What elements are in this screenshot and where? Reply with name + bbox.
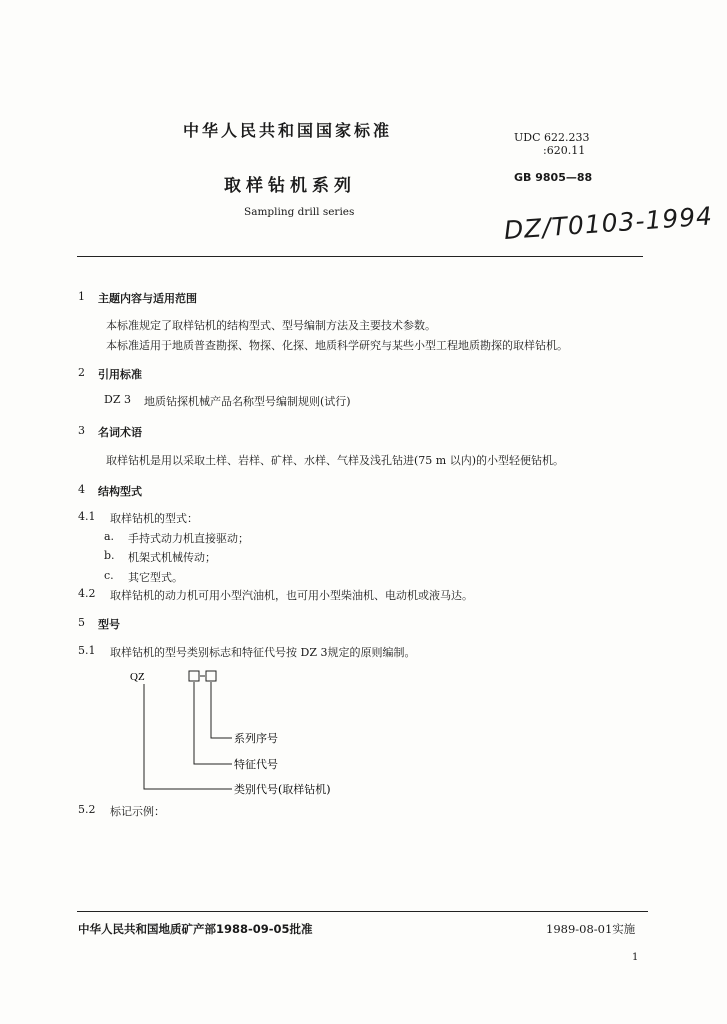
section-1-paragraph-1: 本标准规定了取样钻机的结构型式、型号编制方法及主要技术参数。 [106,319,436,332]
clause-4-2-number: 4.2 [78,587,96,600]
section-3-title: 名词术语 [98,426,142,439]
section-4-title: 结构型式 [98,485,142,498]
section-2-number: 2 [78,366,85,379]
document-title-english: Sampling drill series [244,206,355,218]
section-1-paragraph-2: 本标准适用于地质普查勘探、物探、化探、地质科学研究与某些小型工程地质勘探的取样钻机。 [106,339,568,352]
clause-4-1-text: 取样钻机的型式： [110,512,198,525]
page-number: 1 [632,952,639,963]
section-5-number: 5 [78,616,85,629]
effective-date: 1989-08-01实施 [546,922,636,936]
clause-5-2-text: 标记示例： [110,805,165,818]
list-item-a-text: 手持式动力机直接驱动； [128,532,249,545]
list-item-b-text: 机架式机械传动； [128,551,216,564]
section-4-number: 4 [78,483,85,496]
udc-code-line2: :620.11 [543,144,586,157]
diagram-prefix: QZ [130,671,145,683]
section-1-title: 主题内容与适用范围 [98,292,197,305]
section-3-number: 3 [78,424,85,437]
handwritten-standard-code: DZ/T0103-1994 [502,201,714,245]
diagram-feature-box [189,671,199,681]
reference-code: DZ 3 [104,393,131,406]
diagram-category-leader [144,684,232,789]
model-code-diagram [120,668,380,808]
list-item-c-text: 其它型式。 [128,571,183,584]
list-item-c-label: c. [104,569,114,582]
clause-4-1-number: 4.1 [78,510,96,523]
approval-line: 中华人民共和国地质矿产部1988-09-05批准 [78,922,313,936]
udc-code: UDC 622.233 [514,131,590,144]
header-divider [77,256,643,257]
diagram-feature-leader [194,682,232,764]
footer-divider [77,911,648,912]
clause-5-1-text: 取样钻机的型号类别标志和特征代号按 DZ 3规定的原则编制。 [110,646,416,659]
section-5-title: 型号 [98,618,120,631]
section-3-paragraph: 取样钻机是用以采取土样、岩样、矿样、水样、气样及浅孔钻进(75 m 以内)的小型轻便钻机。 [106,454,565,467]
diagram-label-feature: 特征代号 [234,758,278,771]
section-1-number: 1 [78,290,85,303]
standard-title: 中华人民共和国国家标准 [183,121,393,140]
section-2-title: 引用标准 [98,368,142,381]
clause-4-2-text: 取样钻机的动力机可用小型汽油机，也可用小型柴油机、电动机或液马达。 [110,589,473,602]
reference-text: 地质钻探机械产品名称型号编制规则(试行) [144,395,351,408]
diagram-label-series: 系列序号 [234,732,278,745]
clause-5-1-number: 5.1 [78,644,96,657]
list-item-b-label: b. [104,549,115,562]
diagram-series-leader [211,682,232,738]
list-item-a-label: a. [104,530,115,543]
gb-code: GB 9805—88 [514,171,593,184]
clause-5-2-number: 5.2 [78,803,96,816]
diagram-label-category: 类别代号(取样钻机) [234,783,331,796]
document-title: 取样钻机系列 [224,176,356,196]
diagram-series-box [206,671,216,681]
